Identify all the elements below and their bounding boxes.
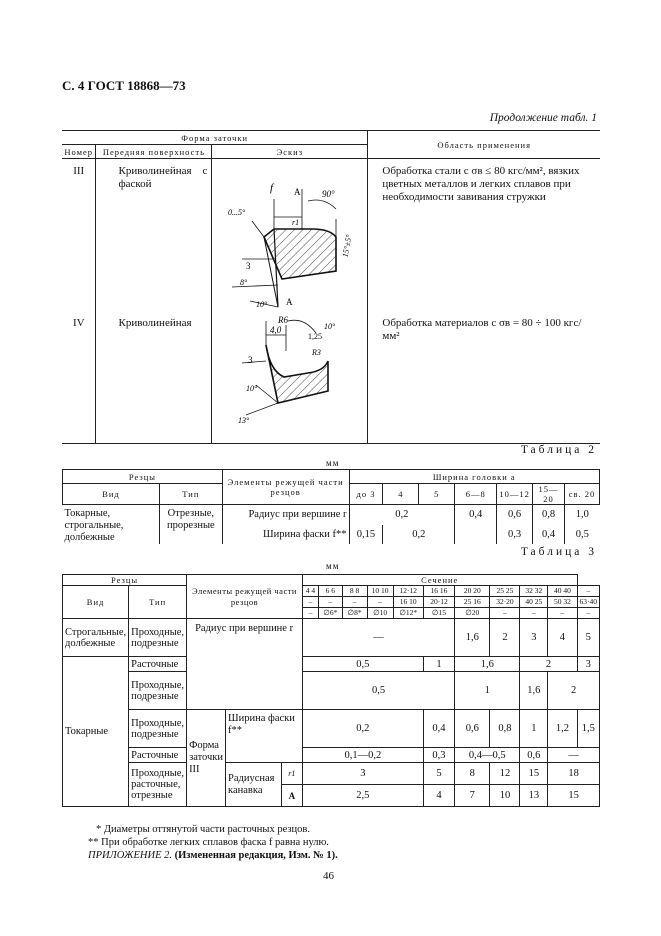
- t3-s3-3: ∅8*: [342, 608, 367, 619]
- t3-r4-5: 1: [520, 710, 548, 748]
- t3-s3-11: –: [577, 608, 600, 619]
- sketch-label-1-25: 1,25: [308, 332, 323, 341]
- t3-s3-10: –: [548, 608, 577, 619]
- t3-kind-header: Вид: [63, 586, 129, 619]
- t3-r2-d: 2: [520, 657, 577, 672]
- t3-kind-turning: Токарные: [63, 657, 129, 807]
- t1-sketch-header: Эскиз: [212, 145, 368, 159]
- t3-s1-6: 16 16: [423, 586, 454, 597]
- t3-s2-7: 25 16: [455, 597, 490, 608]
- page-number: 46: [323, 870, 334, 882]
- table3-unit: мм: [326, 561, 340, 571]
- t3-r1-v10: 5: [577, 619, 600, 657]
- t3-r4-4: 0,8: [490, 710, 520, 748]
- t2-fwidth-label: Ширина фаски f**: [222, 525, 349, 544]
- sketch-label-10: 10°: [256, 300, 268, 309]
- t1-row4-area: Обработка материалов с σв = 80 ÷ 100 кгс/мм²: [382, 317, 582, 342]
- t3-r2-e: 3: [577, 657, 600, 672]
- sketch-label-3b: 3: [248, 355, 253, 365]
- sketch-label-f: f: [270, 182, 274, 194]
- t3-el-fwidth: Ширина фаски f**: [226, 710, 303, 763]
- table-1: [62, 130, 600, 444]
- t2-r1-v1: 0,2: [349, 505, 455, 525]
- sketch-form-iii: [212, 159, 367, 311]
- t3-section-header: Сечение: [302, 575, 577, 586]
- t3-r5-d: 0,6: [520, 748, 548, 763]
- t3-r3-b: 1: [455, 672, 520, 710]
- t3-r2-c: 1,6: [455, 657, 520, 672]
- t3-r1-v8: 3: [520, 619, 548, 657]
- t3-s1-1: 4 4: [302, 586, 318, 597]
- t2-w7: св. 20: [565, 484, 600, 505]
- t1-row4-front: Криволинейная: [96, 311, 212, 444]
- sketch-label-r3: R3: [312, 348, 322, 357]
- t2-width-header: Ширина головки a: [349, 470, 600, 484]
- t3-s2-8: 32·20: [490, 597, 520, 608]
- table1-continuation: Продолжение табл. 1: [489, 112, 597, 124]
- t2-w3: 5: [419, 484, 455, 505]
- t2-r1-v5: 1,0: [575, 509, 589, 521]
- t3-r6-4: 12: [490, 763, 520, 785]
- t1-row4-number: IV: [62, 311, 96, 444]
- sketch-label-0-5: 0...5°: [228, 208, 246, 217]
- t3-r4-6: 1,2: [548, 710, 577, 748]
- sketch-label-4-0: 4,0: [270, 325, 282, 335]
- t1-group-header: Форма заточки: [62, 131, 368, 145]
- t2-elements-header: Элементы режущей части резцов: [222, 470, 349, 505]
- t2-kind-header: Вид: [63, 484, 160, 505]
- t3-s3-2: ∅6*: [319, 608, 343, 619]
- t2-r1-v2: 0,4: [455, 505, 497, 525]
- t3-s3-6: ∅15: [423, 608, 454, 619]
- t3-s1-7: 20 20: [455, 586, 490, 597]
- footnote-3: [88, 850, 338, 861]
- sketch-label-a-top: A: [294, 187, 301, 197]
- t3-r1-dash: —: [302, 619, 454, 657]
- t3-s2-2: –: [319, 597, 343, 608]
- t3-r3-d: 2: [548, 672, 600, 710]
- t3-type-rast-5: Расточные: [129, 748, 187, 763]
- t3-s1-8: 25 25: [490, 586, 520, 597]
- t3-s1-3: 8 8: [342, 586, 367, 597]
- sketch-label-8: 8°: [240, 278, 248, 287]
- sketch-label-r6: R6: [278, 315, 289, 325]
- sketch-label-10-top: 10°: [324, 322, 336, 331]
- amendment-note: (Измененная редакция, Изм. № 1).: [174, 850, 338, 861]
- t3-type-rast-1: Расточные: [129, 657, 187, 672]
- t3-s3-9: –: [520, 608, 548, 619]
- t3-r6-2: 5: [423, 763, 454, 785]
- t2-r1-v4: 0,8: [533, 505, 565, 525]
- t3-r6-6: 18: [548, 763, 600, 785]
- t3-s1-11: –: [577, 586, 600, 597]
- t3-r4-3: 0,6: [455, 710, 490, 748]
- t3-type-proh-3: Проходные, подрезные: [129, 672, 187, 710]
- table2-unit: мм: [326, 458, 340, 468]
- t3-r6-5: 15: [520, 763, 548, 785]
- t3-r3-a: 0,5: [302, 672, 454, 710]
- t3-r7-1: 2,5: [302, 785, 423, 807]
- t3-r4-1: 0,2: [302, 710, 423, 748]
- t1-area-header: Область применения: [368, 131, 600, 159]
- t3-s1-2: 6 6: [319, 586, 343, 597]
- t3-s2-3: –: [342, 597, 367, 608]
- t3-r1-v9: 4: [548, 619, 577, 657]
- t3-el-form: Форма заточки III: [187, 710, 226, 807]
- t2-r2-v2: 0,2: [383, 525, 455, 544]
- t3-r7-3: 7: [455, 785, 490, 807]
- t3-r5-b: 0,3: [423, 748, 454, 763]
- t2-radius-label: Радиус при вершине r: [222, 505, 349, 525]
- footnote-2: ** При обработке легких сплавов фаска f равна нулю.: [88, 837, 329, 848]
- t3-s2-9: 40 25: [520, 597, 548, 608]
- t3-s3-5: ∅12*: [393, 608, 423, 619]
- t3-r5-c: 0,4—0,5: [455, 748, 520, 763]
- t1-row4-sketch: [212, 311, 368, 444]
- t2-w2: 4: [383, 484, 419, 505]
- t3-type-proh-4: Проходные, подрезные: [129, 710, 187, 748]
- t3-s1-9: 32 32: [520, 586, 548, 597]
- t3-r1-v6: 1,6: [455, 619, 490, 657]
- t2-r2-v1: 0,15: [349, 525, 383, 544]
- t3-r6-3: 8: [455, 763, 490, 785]
- t3-r3-c: 1,6: [520, 672, 548, 710]
- t2-kind: Токарные, строгальные, долбежные: [63, 505, 160, 545]
- t1-number-header: Номер: [62, 145, 96, 159]
- t3-sym-r1: r1: [281, 763, 302, 785]
- t3-s2-10: 50 32: [548, 597, 577, 608]
- t3-s1-5: 12·12: [393, 586, 423, 597]
- t3-r4-2: 0,4: [423, 710, 454, 748]
- t2-type-header: Тип: [159, 484, 222, 505]
- t3-r7-6: 15: [548, 785, 600, 807]
- t3-r6-1: 3: [302, 763, 423, 785]
- t1-row3-sketch: [212, 159, 368, 312]
- sketch-label-15: 15°±5°: [341, 233, 354, 259]
- t3-s2-4: –: [367, 597, 393, 608]
- t3-r5-a: 0,1—0,2: [302, 748, 423, 763]
- t3-s1-4: 10 10: [367, 586, 393, 597]
- t3-r7-4: 10: [490, 785, 520, 807]
- t3-r7-5: 13: [520, 785, 548, 807]
- sketch-label-a-bottom: A: [286, 297, 293, 307]
- sketch-label-13: 13°: [238, 416, 250, 425]
- t2-r2-v3: 0,3: [497, 525, 533, 544]
- t2-r2-v4: 0,4: [533, 525, 565, 544]
- t3-s1-10: 40 40: [548, 586, 577, 597]
- t1-row3-area: Обработка стали с σв ≤ 80 кгс/мм², вязких цветных металлов и легких сплавов при необходимости завивания стружки: [382, 165, 580, 203]
- sketch-form-iv: [212, 311, 367, 443]
- table3-caption: Таблица 3: [520, 546, 597, 558]
- t2-w4: 6—8: [455, 484, 497, 505]
- t2-w5: 10—12: [497, 484, 533, 505]
- t3-r1-v7: 2: [490, 619, 520, 657]
- t3-r2-b: 1: [423, 657, 454, 672]
- t2-w1: до 3: [349, 484, 383, 505]
- t2-r2-v5: 0,5: [575, 528, 589, 540]
- t3-r7-2: 4: [423, 785, 454, 807]
- t1-row3-front: Криволинейная с фаской: [96, 159, 212, 312]
- t3-r5-e: —: [548, 748, 600, 763]
- t3-s3-4: ∅10: [367, 608, 393, 619]
- sketch-label-90: 90°: [322, 189, 335, 199]
- t3-kind-planing: Строгальные, долбежные: [63, 619, 129, 657]
- t3-el-radius: Радиус при вершине r: [187, 619, 303, 710]
- t3-s2-11: 63·40: [577, 597, 600, 608]
- t3-cutters-header: Резцы: [63, 575, 187, 586]
- appendix-label: ПРИЛОЖЕНИЕ 2.: [88, 850, 172, 861]
- t3-r4-7: 1,5: [577, 710, 600, 748]
- sketch-label-r1: r1: [292, 218, 300, 227]
- table-2: [62, 469, 600, 544]
- t3-elements-header: Элементы режущей части резцов: [187, 575, 303, 619]
- t3-s3-1: –: [302, 608, 318, 619]
- t3-s3-7: ∅20: [455, 608, 490, 619]
- t1-row3-number: III: [62, 159, 96, 312]
- t3-s2-1: –: [302, 597, 318, 608]
- t2-w6: 15—20: [533, 484, 565, 505]
- t3-s3-8: –: [490, 608, 520, 619]
- sketch-label-3: 3: [246, 261, 251, 271]
- t3-type-proh-1: Проходные, подрезные: [129, 619, 187, 657]
- t3-r2-a: 0,5: [302, 657, 423, 672]
- sketch-label-10-bottom: 10°: [246, 384, 258, 393]
- t3-sym-a: A: [281, 785, 302, 807]
- t2-type: Отрезные, прорезные: [159, 505, 222, 545]
- t2-r1-v3: 0,6: [497, 505, 533, 525]
- t3-el-groove: Радиусная канавка: [226, 763, 282, 807]
- t3-s2-6: 20·12: [423, 597, 454, 608]
- footnote-1: * Диаметры оттянутой части расточных резцов.: [96, 824, 310, 835]
- t3-type-header: Тип: [129, 586, 187, 619]
- t2-cutters-header: Резцы: [63, 470, 223, 484]
- t3-type-prohl: Проходные, расточные, отрезные: [129, 763, 187, 807]
- table-3: [62, 574, 600, 807]
- t1-front-header: Передняя поверхность: [96, 145, 212, 159]
- page-header: С. 4 ГОСТ 18868—73: [62, 78, 186, 93]
- table2-caption: Таблица 2: [520, 444, 597, 456]
- t3-s2-5: 16 10: [393, 597, 423, 608]
